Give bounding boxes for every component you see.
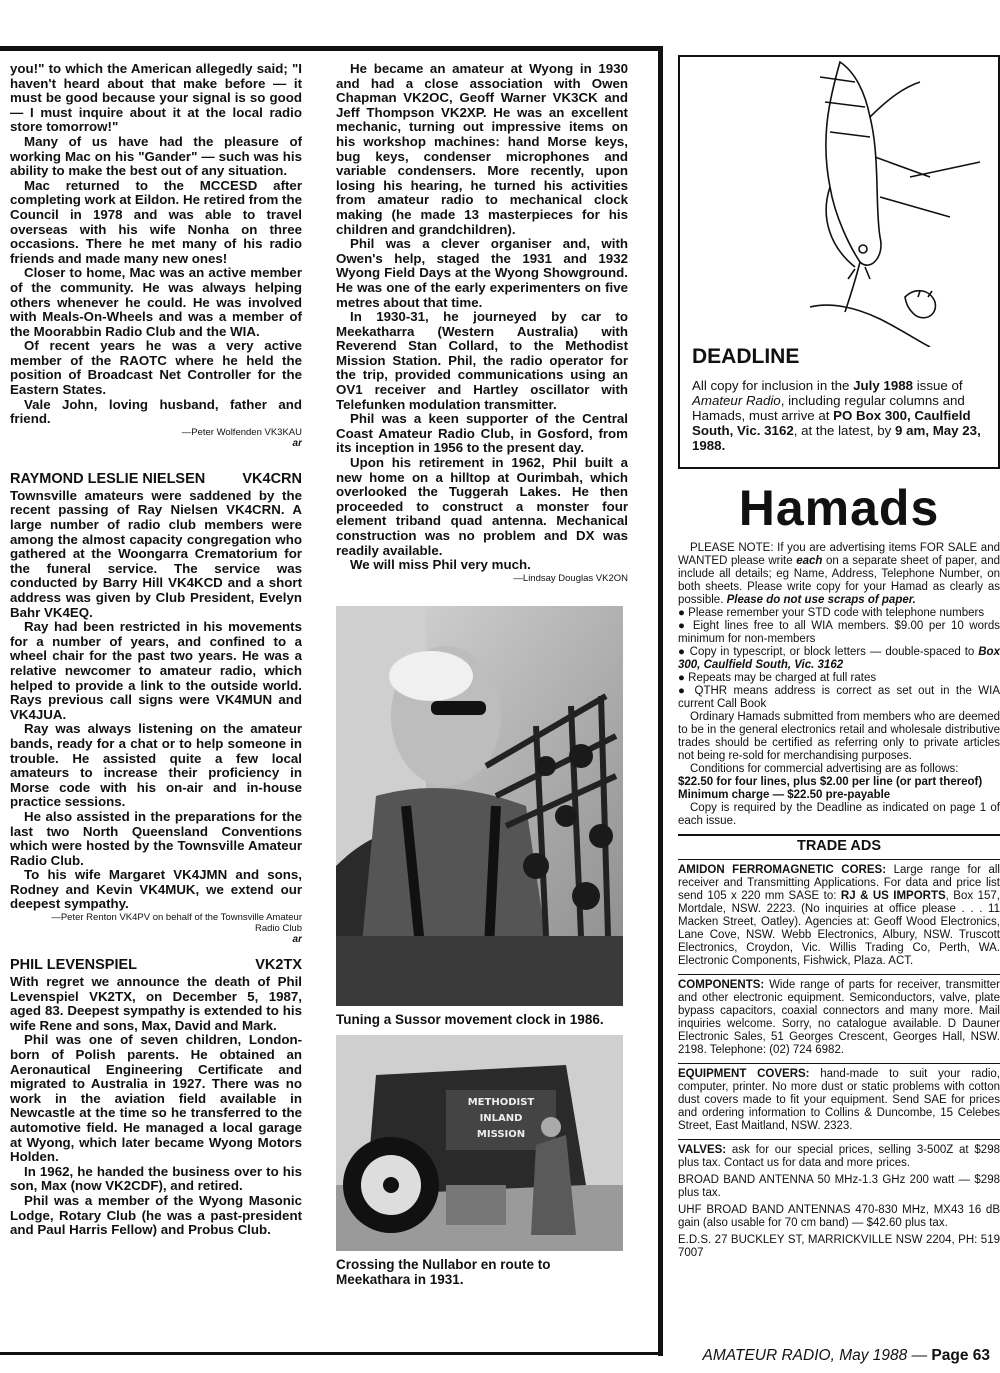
photo-clock-tuning	[336, 606, 623, 1006]
trade-ad-equipment-covers: EQUIPMENT COVERS: hand-made to suit your radio, computer, printer. No more dust or static problems with cotton dust covers made to fit your equipment. Send SAE for prices and ordering information to Collins & Duncombe, 15 Celebes Street, East Maitland, NSW. 2323.	[678, 1063, 1000, 1133]
obituary-name: RAYMOND LESLIE NIELSEN	[10, 470, 206, 487]
signature: —Lindsay Douglas VK2ON	[513, 572, 628, 584]
hamads-minimum: Minimum charge — $22.50 pre-payable	[678, 789, 891, 801]
photo-car-nullabor	[336, 1035, 623, 1251]
hamads-title: Hamads	[738, 480, 940, 536]
trade-rule	[678, 834, 1000, 836]
hamads-conditions: Conditions for commercial advertising are as follows:	[690, 763, 959, 775]
body-paragraph: Many of us have had the pleasure of working Mac on his "Gander" — such was his ability to make the best out of any situation.	[10, 133, 302, 179]
signature: —Peter Wolfenden VK3KAU	[181, 426, 302, 438]
column-2	[336, 62, 628, 1295]
page-footer	[703, 1347, 990, 1365]
obituary-callsign: VK4CRN	[242, 470, 302, 487]
deadline-text: All copy for inclusion in the July 1988 issue of Amateur Radio, including regular columns and Hamads, must arrive at PO Box 300, Caulfield South, Vic. 3162, at the latest, by 9 am, May 23, 1988.	[692, 378, 981, 453]
body-paragraph: Phil was a keen supporter of the Central Coast Amateur Radio Club, in Gosford, from its inception in 1956 to the present day.	[336, 411, 628, 456]
body-paragraph: With regret we announce the death of Phil Levenspiel VK2TX, on December 5, 1987, aged 83. Deepest sympathy is extended to his wife Rene and sons, Max, David and Mark.	[10, 974, 302, 1033]
trade-ad-eds: E.D.S. 27 BUCKLEY ST, MARRICKVILLE NSW 2204, PH: 519 7007	[678, 1234, 1000, 1259]
body-paragraph: Phil was a clever organiser and, with Owen's help, staged the 1931 and 1932 Wyong Field Days at the Wyong Showground. He was one of the early experimenters on five metres about that time.	[336, 236, 628, 310]
column-divider-rule	[658, 46, 663, 1356]
bird-illustration	[680, 57, 998, 347]
hamads-bullet: ● QTHR means address is correct as set out in the WIA current Call Book	[678, 685, 1000, 710]
trade-ad-uhf: UHF BROAD BAND ANTENNAS 470-830 MHz, MX43 16 dB gain (also usable for 70 cm band) — $42.60 plus tax.	[678, 1204, 1000, 1229]
body-paragraph: Ray had been restricted in his movements for a number of years, and confined to a wheel chair for the past two years. He was a relative newcomer to amateur radio, which helped to provide a link to the outside world. Rays previous call signs were VK4MUN and VK4JUA.	[10, 619, 302, 722]
hamads-bullet: ● Eight lines free to all WIA members. $9.00 per 10 words minimum for non-members	[678, 620, 1000, 645]
hamads-bullet: ● Copy in typescript, or block letters — double-spaced to Box 300, Caulfield South, Vic. 3162	[678, 646, 1000, 671]
body-paragraph: To his wife Margaret VK4JMN and sons, Rodney and Kevin VK4MUK, we extend our deepest sympathy.	[10, 867, 302, 912]
truck-sign-line3: MISSION	[476, 1128, 526, 1140]
body-paragraph: Townsville amateurs were saddened by the recent passing of Ray Nielsen VK4CRN. A large number of radio club members were among the almost capacity congregation who gathered at the Woongarra Crematorium for the funeral service. The service was conducted by Barry Hill VK4KCD and a short address was given by Club President, Evelyn Bahr VK4EQ.	[10, 487, 302, 620]
signature: —Peter Renton VK4PV on behalf of the Townsville Amateur Radio Club	[51, 912, 302, 935]
body-paragraph: In 1962, he handed the business over to his son, Max (now VK2CDF), and retired.	[10, 1163, 302, 1194]
body-paragraph: you!" to which the American allegedly said; "I haven't heard about that make before — it must be good because your signal is so good — I must inquire about it at the local radio store tomorrow!"	[10, 62, 302, 135]
column-1	[10, 62, 302, 1238]
photo-caption: Tuning a Sussor movement clock in 1986.	[336, 1011, 604, 1027]
hamads-copy-req: Copy is required by the Deadline as indicated on page 1 of each issue.	[678, 802, 1000, 827]
truck-sign-line2: INLAND	[479, 1112, 523, 1124]
truck-sign-line1: METHODIST	[467, 1096, 535, 1108]
body-paragraph: Phil was a member of the Wyong Masonic Lodge, Rotary Club (he was a past-president and Paul Harris Fellow) and Probus Club.	[10, 1192, 302, 1238]
trade-ad-amidon: AMIDON FERROMAGNETIC CORES: Large range for all receiver and Transmitting Applications. For data and price list send 105 x 220 mm SASE to: RJ & US IMPORTS, Box 157, Mortdale, NSW. 2223. (No inquiries at office please . . . 11 Macken Street, Oatley). Agencies at: Geoff Wood Electronics, Lane Cove, NSW. Webb Electronics, Albury, NSW. Truscott Electronics, Croydon, Vic. Willis Trading Co, Perth, WA. Electronic Components, Fishwick, Plaza. ACT.	[678, 859, 1000, 968]
body-paragraph: Ray was always listening on the amateur bands, ready for a chat or to help someone in trouble. He assisted quite a few local amateurs to increase their proficiency in Morse code with his on-air and in-house practice sessions.	[10, 721, 302, 810]
obituary-heading-levenspiel	[10, 957, 302, 973]
top-rule	[0, 46, 658, 51]
body-paragraph: He also assisted in the preparations for the last two North Queensland Conventions which were hosted by the Townsville Amateur Radio Club.	[10, 808, 302, 868]
end-mark: ar	[292, 437, 302, 449]
body-paragraph: Upon his retirement in 1962, Phil built a new home on a hilltop at Ourimbah, which overlooked the Tuggerah Lakes. He then proceeded to construct a monster four element triband quad antenna. Mechanical construction was no problem and DX was readily available.	[336, 455, 628, 558]
trade-ad-broadband: BROAD BAND ANTENNA 50 MHz-1.3 GHz 200 watt — $298 plus tax.	[678, 1174, 1000, 1199]
hamads-rate: $22.50 for four lines, plus $2.00 per line (or part thereof)	[678, 776, 983, 788]
obituary-callsign: VK2TX	[255, 957, 302, 974]
body-paragraph: Phil was one of seven children, London-born of Polish parents. He obtained an Aeronautical Engineering Certificate and migrated to Australia in 1927. There was no work in the aviation field available in Newcastle at the time so he transferred to the automotive field. He managed a local garage at Wyong, which later became Wyong Motors Holden.	[10, 1032, 302, 1165]
trade-ad-valves: VALVES: ask for our special prices, selling 3-500Z at $298 plus tax. Contact us for data and more prices. BROAD BAND ANTENNA 50 MHz-1.3 GHz 200 watt — $298 plus tax. UHF BROAD BAND ANTENNAS 470-830 MHz, MX43 16 dB gain (also usable for 70 cm band) — $42.60 plus tax. E.D.S. 27 BUCKLEY ST, MARRICKVILLE NSW 2204, PH: 519 7007	[678, 1139, 1000, 1260]
trade-ads-title: TRADE ADS	[796, 838, 882, 854]
body-paragraph: Closer to home, Mac was an active member of the community. He was always helping others whenever he could. He was involved with Meals-On-Wheels and was a member of the Moorabbin Radio Club and the WIA.	[10, 265, 302, 339]
deadline-title: DEADLINE	[692, 345, 800, 368]
footer-magazine: AMATEUR RADIO,	[702, 1347, 835, 1364]
obituary-heading-nielsen	[10, 471, 302, 487]
trade-ad-components: COMPONENTS: Wide range of parts for receiver, transmitter and other electronic equipment. Semiconductors, valve, plate bypass capacitors, coaxial connectors and many more. Mail inquiries welcome. Sorry, no catalogue available. D Dauner Electronic Sales, 51 Georges Crescent, Georges Hall, NSW. 2198. Telephone: (02) 724 6982.	[678, 974, 1000, 1057]
body-paragraph: Of recent years he was a very active member of the RAOTC where he held the position of Broadcast Net Controller for the Eastern States.	[10, 338, 302, 398]
body-paragraph: He became an amateur at Wyong in 1930 and had a close association with Owen Chapman VK2OC, Geoff Warner VK3CK and Jeff Thompson VK2XP. He was an excellent mechanic, turning out impressive items on his workshop machines: hand Morse keys, bug keys, condenser microphones and variable condensers. More recently, upon losing his hearing, he turned his activities from amateur radio to mechanical clock making (he made 13 masterpieces for his children and grandchildren).	[336, 62, 628, 237]
body-paragraph: Mac returned to the MCCESD after completing work at Eildon. He retired from the Council in 1978 and was able to travel overseas with his wife Nonha on three occasions. There he met many of his radio friends and made many new ones!	[10, 177, 302, 266]
footer-page: Page 63	[931, 1347, 990, 1364]
hamads-section	[678, 542, 1000, 1260]
hamads-note: PLEASE NOTE: If you are advertising items FOR SALE and WANTED please write each on a separate sheet of paper, and include all details; eg Name, Address, Telephone Number, on both sheets. Please write copy for your Hamad as clearly as possible. Please do not use scraps of paper.	[678, 542, 1000, 606]
hamads-ordinary: Ordinary Hamads submitted from members who are deemed to be in the general electronics retail and wholesale distributive trades should be certified as referring only to private articles not being re-sold for merchandising purposes.	[678, 711, 1000, 762]
body-paragraph: In 1930-31, he journeyed by car to Meekatharra (Western Australia) with Reverend Stan Collard, to the Methodist Mission Station. Phil, the radio operator for the trip, provided communications using an OV1 receiver and Hartley oscillator with Telefunken modulation transmitter.	[336, 309, 628, 412]
body-paragraph: We will miss Phil very much.	[350, 557, 531, 573]
photo-caption: Crossing the Nullabor en route to Meekathara in 1931.	[336, 1256, 551, 1287]
hamads-bullet: ● Repeats may be charged at full rates	[678, 672, 877, 684]
deadline-box	[678, 55, 1000, 469]
bottom-rule	[0, 1352, 663, 1355]
obituary-name: PHIL LEVENSPIEL	[10, 957, 138, 974]
body-paragraph: Vale John, loving husband, father and friend.	[10, 396, 302, 427]
end-mark: ar	[292, 934, 302, 946]
footer-date: May 1988 —	[834, 1347, 932, 1364]
hamads-bullet: ● Please remember your STD code with telephone numbers	[678, 607, 985, 619]
